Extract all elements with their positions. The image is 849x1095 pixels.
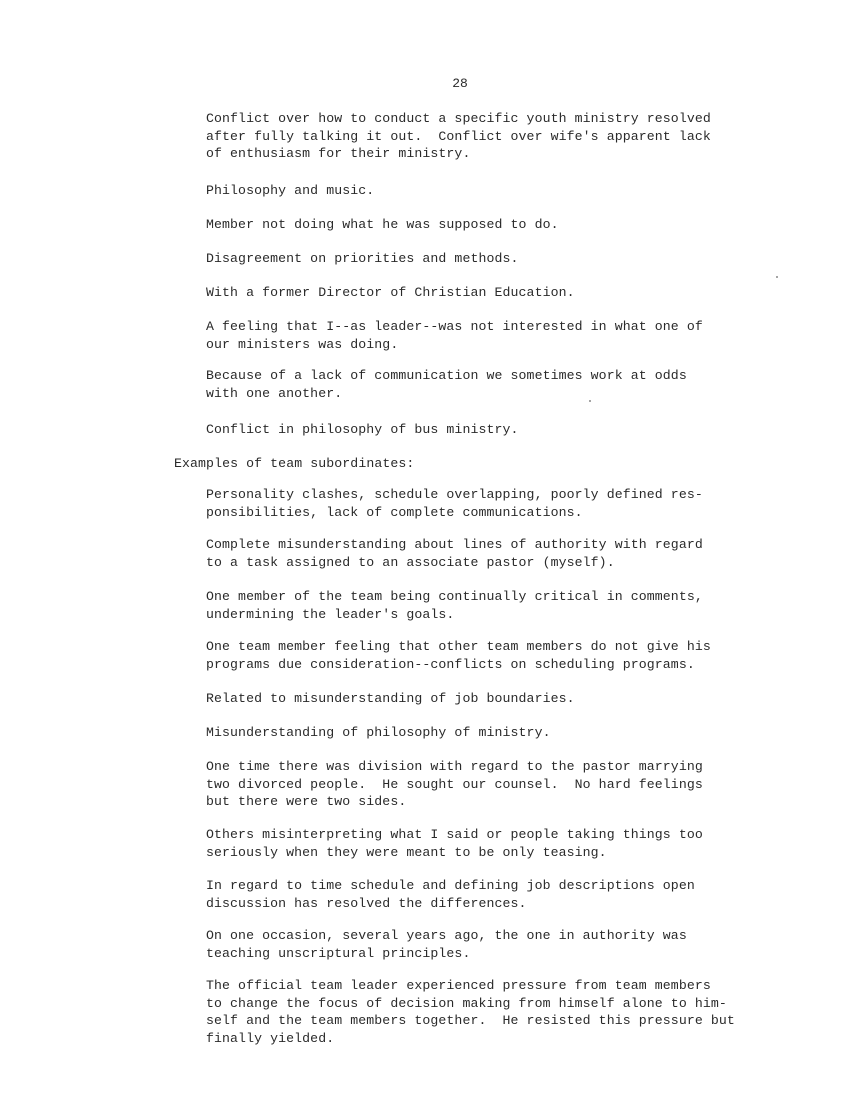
- paragraph-team-leader-pressure: The official team leader experienced pressure from team members to change the focus of decision making from himself alone to him- self and the team members together. He resisted this pressure but finally yielded.: [206, 978, 735, 1046]
- paragraph-member-not-doing: Member not doing what he was supposed to do.: [206, 217, 559, 232]
- paragraph-pastor-marrying: One time there was division with regard to the pastor marrying two divorced people. He sought our counsel. No hard feelings but there were two sides.: [206, 759, 703, 809]
- paragraph-personality-clashes: Personality clashes, schedule overlapping, poorly defined res- ponsibilities, lack of complete communications.: [206, 487, 703, 520]
- scan-speck: [776, 276, 778, 278]
- paragraph-lack-of-communication: Because of a lack of communication we sometimes work at odds with one another.: [206, 368, 687, 401]
- paragraph-leader-not-interested: A feeling that I--as leader--was not interested in what one of our ministers was doing.: [206, 319, 703, 352]
- paragraph-lines-of-authority: Complete misunderstanding about lines of authority with regard to a task assigned to an associate pastor (myself).: [206, 537, 703, 570]
- paragraph-job-boundaries: Related to misunderstanding of job boundaries.: [206, 691, 575, 706]
- paragraph-misinterpreting: Others misinterpreting what I said or people taking things too seriously when they were meant to be only teasing.: [206, 827, 703, 860]
- paragraph-philosophy-music: Philosophy and music.: [206, 183, 375, 198]
- paragraph-priorities-methods: Disagreement on priorities and methods.: [206, 251, 519, 266]
- page-number: 28: [452, 76, 468, 91]
- paragraph-bus-ministry: Conflict in philosophy of bus ministry.: [206, 422, 519, 437]
- paragraph-former-director: With a former Director of Christian Education.: [206, 285, 575, 300]
- paragraph-youth-ministry-conflict: Conflict over how to conduct a specific youth ministry resolved after fully talking it out. Conflict over wife's apparent lack of enthusiasm for their ministry.: [206, 111, 711, 161]
- paragraph-unscriptural-principles: On one occasion, several years ago, the one in authority was teaching unscriptural principles.: [206, 928, 687, 961]
- paragraph-continually-critical: One member of the team being continually critical in comments, undermining the leader's goals.: [206, 589, 703, 622]
- paragraph-time-schedule: In regard to time schedule and defining job descriptions open discussion has resolved the differences.: [206, 878, 695, 911]
- section-heading-team-subordinates: Examples of team subordinates:: [174, 456, 415, 471]
- paragraph-due-consideration: One team member feeling that other team members do not give his programs due consideration--conflicts on scheduling programs.: [206, 639, 711, 672]
- paragraph-philosophy-of-ministry: Misunderstanding of philosophy of ministry.: [206, 725, 551, 740]
- scan-speck: [589, 400, 591, 402]
